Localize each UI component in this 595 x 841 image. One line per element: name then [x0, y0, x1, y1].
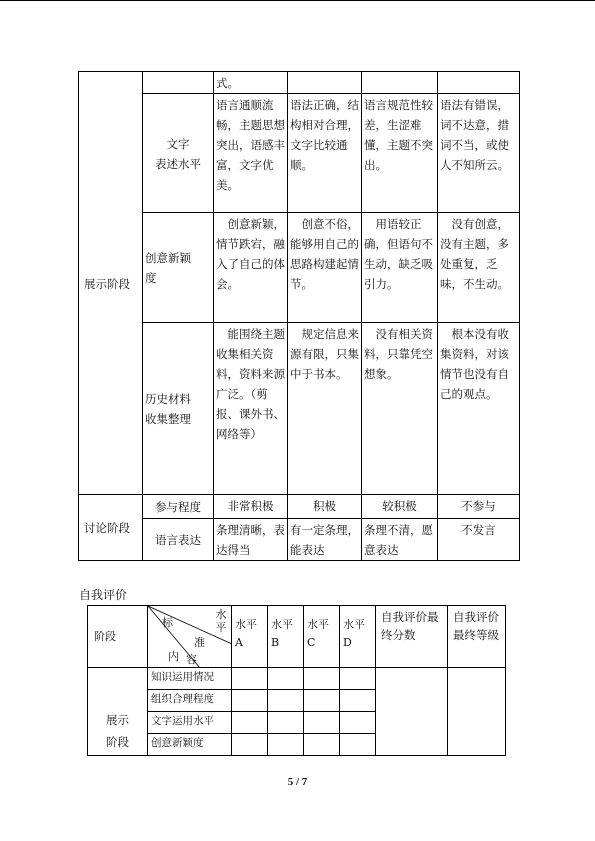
score-cell[interactable]: [232, 690, 268, 712]
level-header: 水平 B: [268, 606, 304, 668]
table-row: [79, 72, 520, 94]
table-cell: 条理清晰，表达得当: [214, 519, 288, 561]
section-title: 自我评价: [79, 588, 128, 602]
criterion-item: 知识运用情况: [148, 668, 232, 690]
score-cell[interactable]: [340, 712, 376, 734]
table-cell: 条理不清，愿意表达: [362, 519, 438, 561]
score-cell[interactable]: [268, 734, 304, 756]
score-cell[interactable]: [268, 712, 304, 734]
table-row: [79, 323, 520, 495]
diag-label-level: 水 平: [215, 608, 227, 634]
criterion-label: 参与程度: [143, 495, 214, 519]
diag-label-biao: 标: [162, 616, 173, 629]
diagonal-header: [148, 606, 232, 668]
level-header: 水平 A: [232, 606, 268, 668]
stage-label: 展示 阶段: [88, 668, 148, 756]
criterion-label: 历史材料 收集整理: [143, 323, 214, 495]
stage-label: 展示阶段: [79, 72, 143, 495]
score-cell[interactable]: [232, 734, 268, 756]
score-cell[interactable]: [232, 668, 268, 690]
table-cell: 有一定条理，能表达: [288, 519, 362, 561]
criterion-label: 语言表达: [143, 519, 214, 561]
score-cell[interactable]: [340, 734, 376, 756]
final-score-header: 自我评价最终分数: [376, 606, 448, 668]
table-cell: 没有创意，没有主题，多处重复，乏味，不生动。: [438, 213, 520, 323]
table-cell: 较积极: [362, 495, 438, 519]
criterion-item: 创意新颖度: [148, 734, 232, 756]
score-cell[interactable]: [232, 712, 268, 734]
score-cell[interactable]: [340, 668, 376, 690]
level-header: 水平 C: [304, 606, 340, 668]
score-cell[interactable]: [268, 690, 304, 712]
level-header: 水平 D: [340, 606, 376, 668]
final-grade-cell[interactable]: [448, 668, 506, 756]
table-cell: 能围绕主题收集相关资料，资料来源广泛。（剪报、课外书、网络等）: [214, 323, 288, 495]
table-cell: 规定信息来源有限，只集中于书本。: [288, 323, 362, 495]
table-cell: 创意不俗，能够用自己的思路构建起情节。: [288, 213, 362, 323]
criteria-table: [78, 71, 520, 561]
score-cell[interactable]: [304, 690, 340, 712]
table-cell: 不发言: [438, 519, 520, 561]
table-cell: 语言通顺流畅，主题思想突出，语感丰富，文字优美。: [214, 94, 288, 213]
table-row: [88, 668, 506, 690]
table-row: [79, 213, 520, 323]
table-row: [79, 495, 520, 519]
table-cell: 用语较正确，但语句不生动，缺乏吸引力。: [362, 213, 438, 323]
table-cell: 根本没有收集资料，对该情节也没有自己的观点。: [438, 323, 520, 495]
criterion-item: 文字运用水平: [148, 712, 232, 734]
page-number: 5 / 7: [287, 776, 308, 788]
diag-label-nei: 内: [168, 650, 179, 663]
table-cell: 不参与: [438, 495, 520, 519]
table-cell: 语法有错误，词不达意，措词不当，或使人不知所云。: [438, 94, 520, 213]
final-grade-header: 自我评价最终等级: [448, 606, 506, 668]
score-cell[interactable]: [268, 668, 304, 690]
table-cell: 非常积极: [214, 495, 288, 519]
criterion-label: 文字 表述水平: [143, 94, 214, 213]
top-rule: [0, 0, 595, 1]
table-cell: 语言规范性较差，生涩难懂，主题不突出。: [362, 94, 438, 213]
stage-header: 阶段: [88, 606, 148, 668]
criterion-label: 创意新颖 度: [143, 213, 214, 323]
score-cell[interactable]: [304, 734, 340, 756]
self-eval-table: [87, 605, 506, 756]
diag-label-rong: 容: [186, 653, 197, 666]
table-cell: 积极: [288, 495, 362, 519]
table-cell: 式。: [214, 72, 288, 94]
criterion-item: 组织合理程度: [148, 690, 232, 712]
table-row: [79, 519, 520, 561]
score-cell[interactable]: [304, 668, 340, 690]
header-row: [88, 606, 506, 668]
diag-label-zhun: 准: [194, 636, 205, 649]
table-cell: 语法正确，结构相对合理，文字比较通顺。: [288, 94, 362, 213]
score-cell[interactable]: [304, 712, 340, 734]
score-cell[interactable]: [340, 690, 376, 712]
table-cell: 没有相关资料，只靠凭空想象。: [362, 323, 438, 495]
table-row: [79, 94, 520, 213]
final-score-cell[interactable]: [376, 668, 448, 756]
table-cell: 创意新颖，情节跌宕，融入了自己的体会。: [214, 213, 288, 323]
stage-label: 讨论阶段: [79, 495, 143, 561]
